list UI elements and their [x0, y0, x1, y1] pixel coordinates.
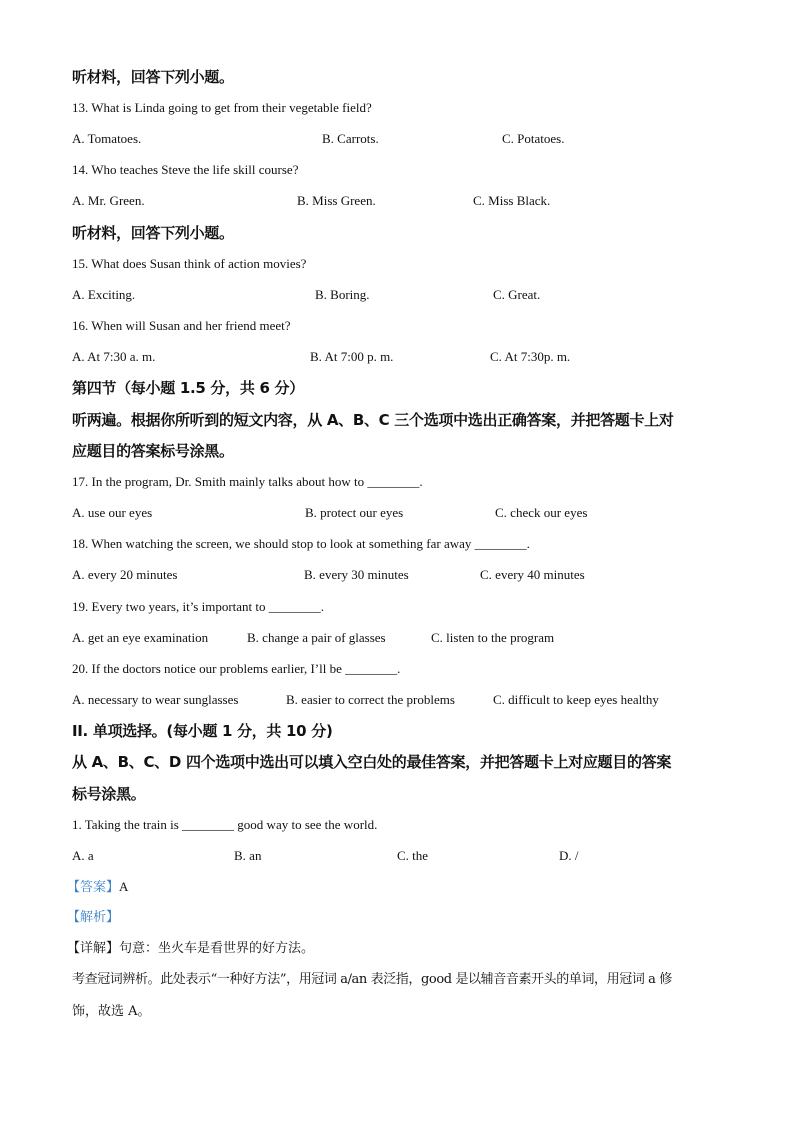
option-c: C. check our eyes [495, 505, 588, 520]
section-instruction: 听材料，回答下列小题。 [72, 68, 234, 86]
option-a: A. At 7:30 a. m. [72, 349, 156, 364]
question-18: 18. When watching the screen, we should stop to look at something far away ________. [72, 536, 530, 551]
question-14: 14. Who teaches Steve the life skill course? [72, 162, 299, 177]
section-instructions-line: 应题目的答案标号涂黑。 [72, 442, 234, 460]
explanation-line: 饰，故选 A。 [72, 1004, 151, 1019]
option-a: A. use our eyes [72, 505, 153, 520]
option-c: C. the [397, 848, 429, 863]
part-title: II. 单项选择。(每小题 1 分，共 10 分) [72, 722, 333, 740]
detail-label: 【详解】 [67, 941, 120, 956]
answer-value: A [119, 879, 129, 894]
option-b: B. At 7:00 p. m. [310, 349, 394, 364]
answer-line [67, 878, 128, 897]
option-a: A. a [72, 848, 94, 863]
option-b: B. protect our eyes [305, 505, 404, 520]
detail-text: 句意：坐火车是看世界的好方法。 [119, 941, 315, 956]
part-instructions-line: 标号涂黑。 [72, 785, 146, 803]
section-title: 第四节（每小题 1.5 分，共 6 分） [72, 379, 304, 397]
question-17: 17. In the program, Dr. Smith mainly talks about how to ________. [72, 474, 423, 489]
option-c: C. difficult to keep eyes healthy [493, 692, 659, 707]
option-d: D. / [559, 848, 579, 863]
option-c: C. Potatoes. [502, 131, 565, 146]
option-c: C. listen to the program [431, 630, 555, 645]
option-b: B. every 30 minutes [304, 567, 409, 582]
detail-line [67, 940, 314, 958]
question-15: 15. What does Susan think of action movies? [72, 256, 307, 271]
option-b: B. Miss Green. [297, 193, 376, 208]
option-c: C. every 40 minutes [480, 567, 585, 582]
option-b: B. easier to correct the problems [286, 692, 455, 707]
question-13: 13. What is Linda going to get from their vegetable field? [72, 100, 372, 115]
question-16: 16. When will Susan and her friend meet? [72, 318, 291, 333]
question-1: 1. Taking the train is ________ good way to see the world. [72, 817, 378, 832]
option-c: C. At 7:30p. m. [490, 349, 571, 364]
option-a: A. every 20 minutes [72, 567, 178, 582]
option-a: A. Mr. Green. [72, 193, 145, 208]
option-b: B. change a pair of glasses [247, 630, 386, 645]
option-b: B. Boring. [315, 287, 370, 302]
option-b: B. Carrots. [322, 131, 379, 146]
answer-label: 【答案】 [67, 880, 120, 895]
part-instructions-line: 从 A、B、C、D 四个选项中选出可以填入空白处的最佳答案，并把答题卡上对应题目的答案 [72, 753, 672, 771]
option-a: A. Tomatoes. [72, 131, 142, 146]
section-instruction: 听材料，回答下列小题。 [72, 224, 234, 242]
option-c: C. Miss Black. [473, 193, 551, 208]
option-a: A. necessary to wear sunglasses [72, 692, 239, 707]
option-b: B. an [234, 848, 262, 863]
explanation-line: 考查冠词辨析。此处表示“一种好方法”，用冠词 a/an 表泛指，good 是以辅音音素开头的单词，用冠词 a 修 [72, 972, 672, 987]
option-a: A. Exciting. [72, 287, 136, 302]
section-instructions-line: 听两遍。根据你所听到的短文内容，从 A、B、C 三个选项中选出正确答案，并把答题卡上对 [72, 411, 674, 429]
question-20: 20. If the doctors notice our problems earlier, I’ll be ________. [72, 661, 401, 676]
question-19: 19. Every two years, it’s important to ________. [72, 599, 325, 614]
analysis-label: 【解析】 [67, 910, 120, 925]
option-c: C. Great. [493, 287, 541, 302]
option-a: A. get an eye examination [72, 630, 209, 645]
